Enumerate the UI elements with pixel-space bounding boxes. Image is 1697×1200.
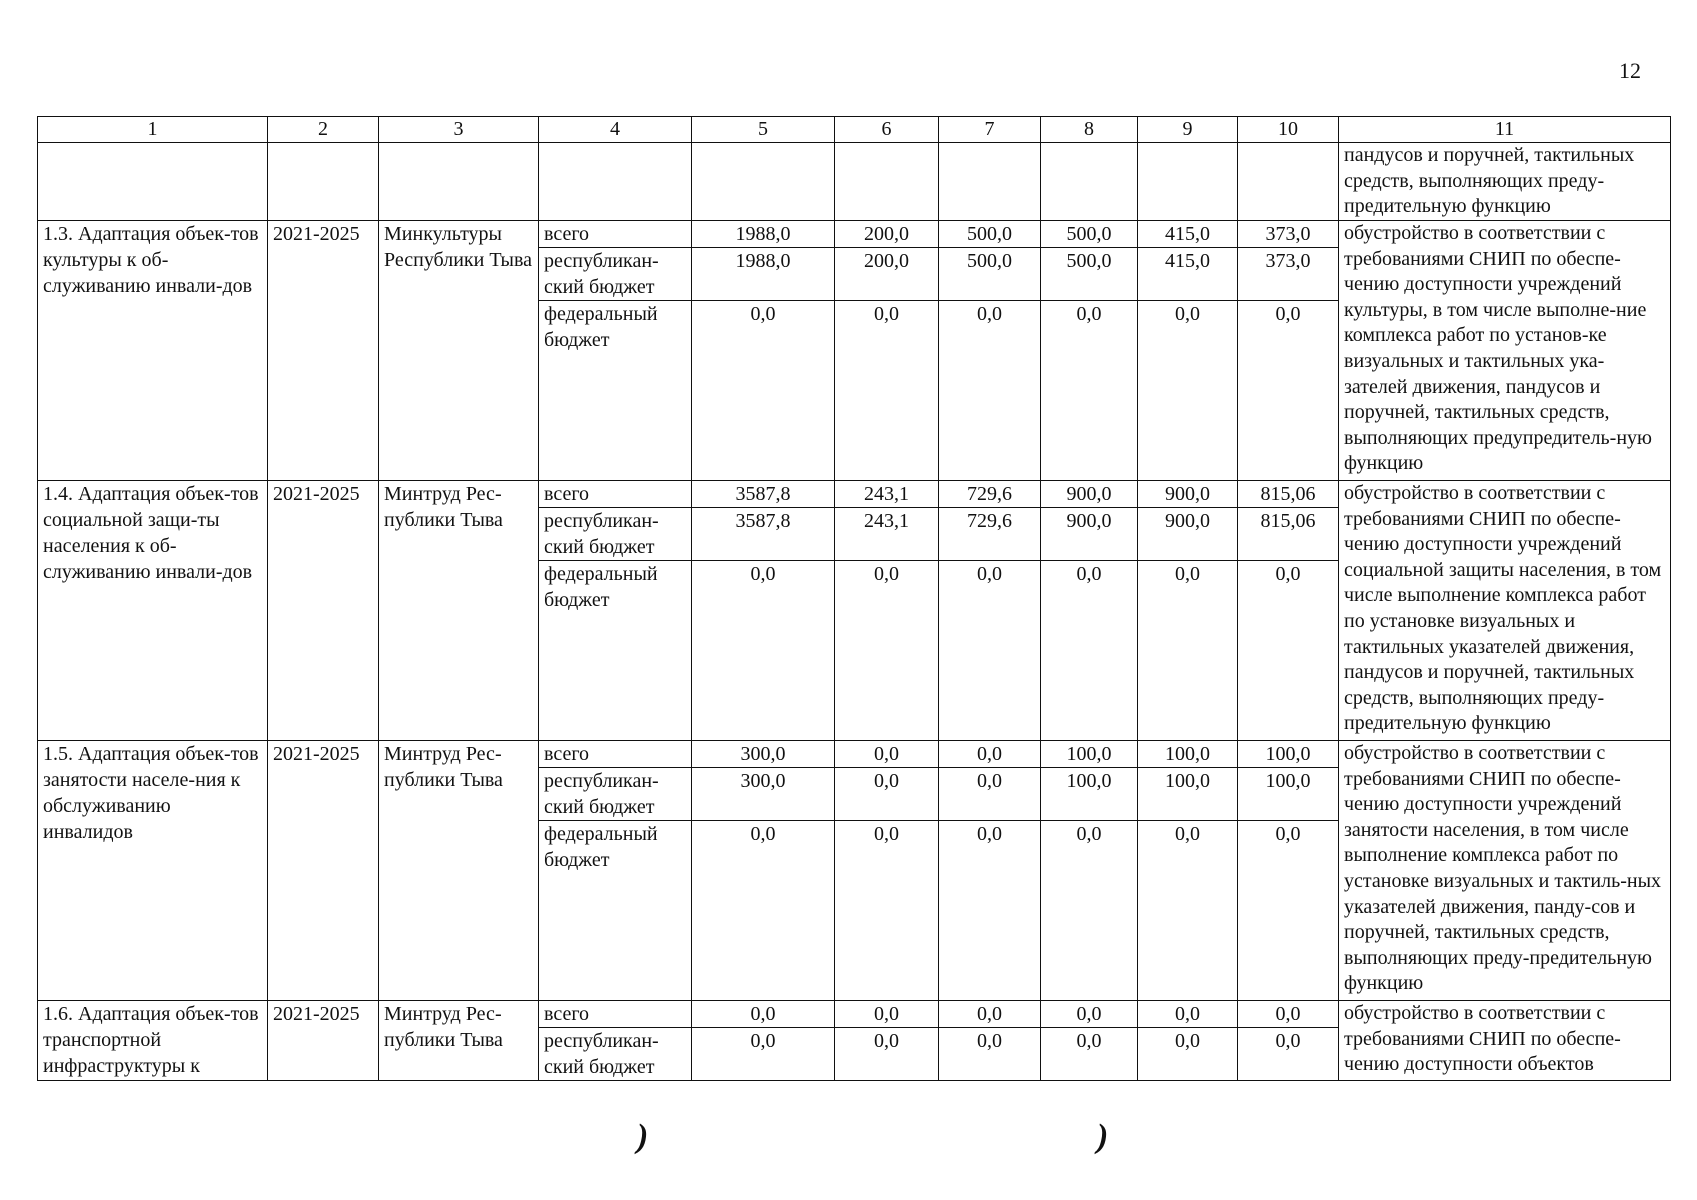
column-number: 4 — [539, 117, 692, 143]
carryover-row — [38, 143, 1671, 221]
value-cell: 0,0 — [835, 768, 939, 821]
value-cell: 0,0 — [692, 1001, 835, 1028]
column-number: 6 — [835, 117, 939, 143]
column-number-row — [38, 117, 1671, 143]
value-cell: 0,0 — [835, 561, 939, 741]
value-cell: 0,0 — [939, 821, 1041, 1001]
value-cell: 100,0 — [1238, 768, 1339, 821]
value-cell: 815,06 — [1238, 508, 1339, 561]
program-executor: Минтруд Рес-публики Тыва — [379, 741, 539, 1001]
program-name: 1.3. Адаптация объек-тов культуры к об-служиванию инвали-дов — [38, 221, 268, 481]
value-cell: 0,0 — [1238, 561, 1339, 741]
value-cell: 0,0 — [1238, 1028, 1339, 1081]
value-cell: 1988,0 — [692, 248, 835, 301]
program-period: 2021-2025 — [268, 1001, 379, 1081]
value-cell: 900,0 — [1138, 508, 1238, 561]
program-result: обустройство в соответствии с требованиями СНИП по обеспе-чению доступности объектов — [1339, 1001, 1671, 1081]
source-label: республикан-ский бюджет — [539, 768, 692, 821]
value-cell: 900,0 — [1138, 481, 1238, 508]
column-number: 9 — [1138, 117, 1238, 143]
footer-mark: ) — [637, 1118, 649, 1155]
value-cell: 0,0 — [939, 1028, 1041, 1081]
program-row — [38, 1001, 1671, 1028]
source-label: федеральный бюджет — [539, 301, 692, 481]
source-label: всего — [539, 481, 692, 508]
column-number: 10 — [1238, 117, 1339, 143]
source-label: всего — [539, 1001, 692, 1028]
program-row — [38, 481, 1671, 508]
page-number: 12 — [1619, 58, 1641, 83]
value-cell: 243,1 — [835, 508, 939, 561]
program-result: обустройство в соответствии с требованиями СНИП по обеспе-чению доступности учреждений социальной защиты населения, в том числе выполнение комплекса работ по установке визуальных и тактильных указателей движения, пандусов и поручней, тактильных средств, выполняющих преду-предительную функцию — [1339, 481, 1671, 741]
program-result: обустройство в соответствии с требованиями СНИП по обеспе-чению доступности учреждений занятости населения, в том числе выполнение комплекса работ по установке визуальных и тактиль-ных указателей движения, панду-сов и поручней, тактильных средств, выполняющих преду-предительную функцию — [1339, 741, 1671, 1001]
column-number: 8 — [1041, 117, 1138, 143]
value-cell: 0,0 — [835, 301, 939, 481]
value-cell: 100,0 — [1041, 741, 1138, 768]
value-cell: 500,0 — [1041, 248, 1138, 301]
value-cell: 0,0 — [1138, 1001, 1238, 1028]
value-cell: 0,0 — [1238, 821, 1339, 1001]
value-cell: 0,0 — [692, 561, 835, 741]
program-period: 2021-2025 — [268, 481, 379, 741]
value-cell: 0,0 — [1041, 561, 1138, 741]
value-cell: 0,0 — [835, 821, 939, 1001]
value-cell: 1988,0 — [692, 221, 835, 248]
value-cell: 900,0 — [1041, 481, 1138, 508]
source-label: федеральный бюджет — [539, 821, 692, 1001]
value-cell: 243,1 — [835, 481, 939, 508]
value-cell: 500,0 — [939, 248, 1041, 301]
value-cell: 0,0 — [1138, 1028, 1238, 1081]
value-cell: 900,0 — [1041, 508, 1138, 561]
source-label: республикан-ский бюджет — [539, 508, 692, 561]
value-cell: 729,6 — [939, 481, 1041, 508]
column-number: 1 — [38, 117, 268, 143]
value-cell: 0,0 — [835, 741, 939, 768]
value-cell: 729,6 — [939, 508, 1041, 561]
column-number: 7 — [939, 117, 1041, 143]
value-cell: 0,0 — [1138, 301, 1238, 481]
value-cell: 0,0 — [1138, 561, 1238, 741]
value-cell: 100,0 — [1238, 741, 1339, 768]
value-cell: 0,0 — [939, 1001, 1041, 1028]
footer-mark: ) — [1097, 1118, 1109, 1155]
value-cell: 300,0 — [692, 768, 835, 821]
program-executor: Минтруд Рес-публики Тыва — [379, 1001, 539, 1081]
program-name: 1.6. Адаптация объек-тов транспортной инфраструктуры к — [38, 1001, 268, 1081]
value-cell: 0,0 — [692, 821, 835, 1001]
program-row — [38, 221, 1671, 248]
value-cell: 0,0 — [1041, 821, 1138, 1001]
value-cell: 373,0 — [1238, 248, 1339, 301]
value-cell: 500,0 — [939, 221, 1041, 248]
value-cell: 300,0 — [692, 741, 835, 768]
source-label: всего — [539, 221, 692, 248]
value-cell: 0,0 — [1138, 821, 1238, 1001]
source-label: всего — [539, 741, 692, 768]
value-cell: 3587,8 — [692, 481, 835, 508]
value-cell: 0,0 — [1238, 301, 1339, 481]
value-cell: 415,0 — [1138, 248, 1238, 301]
value-cell: 0,0 — [692, 1028, 835, 1081]
value-cell: 0,0 — [939, 741, 1041, 768]
value-cell: 200,0 — [835, 248, 939, 301]
value-cell: 100,0 — [1138, 741, 1238, 768]
column-number: 5 — [692, 117, 835, 143]
value-cell: 3587,8 — [692, 508, 835, 561]
budget-table — [37, 116, 1671, 1081]
value-cell: 0,0 — [1041, 301, 1138, 481]
carryover-text: пандусов и поручней, тактильных средств, выполняющих преду-предительную функцию — [1339, 143, 1671, 221]
value-cell: 200,0 — [835, 221, 939, 248]
program-period: 2021-2025 — [268, 741, 379, 1001]
column-number: 11 — [1339, 117, 1671, 143]
value-cell: 100,0 — [1041, 768, 1138, 821]
value-cell: 0,0 — [1238, 1001, 1339, 1028]
program-executor: Минтруд Рес-публики Тыва — [379, 481, 539, 741]
source-label: республикан-ский бюджет — [539, 1028, 692, 1081]
program-name: 1.4. Адаптация объек-тов социальной защи-ты населения к об-служиванию инвали-дов — [38, 481, 268, 741]
value-cell: 415,0 — [1138, 221, 1238, 248]
program-name: 1.5. Адаптация объек-тов занятости населе-ния к обслуживанию инвалидов — [38, 741, 268, 1001]
value-cell: 0,0 — [939, 561, 1041, 741]
program-result: обустройство в соответствии с требованиями СНИП по обеспе-чению доступности учреждений культуры, в том числе выполне-ние комплекса работ по установ-ке визуальных и тактильных ука-зателей движения, пандусов и поручней, тактильных средств, выполняющих предупредитель-ную функцию — [1339, 221, 1671, 481]
value-cell: 0,0 — [1041, 1001, 1138, 1028]
source-label: федеральный бюджет — [539, 561, 692, 741]
value-cell: 0,0 — [1041, 1028, 1138, 1081]
value-cell: 0,0 — [939, 768, 1041, 821]
value-cell: 373,0 — [1238, 221, 1339, 248]
source-label: республикан-ский бюджет — [539, 248, 692, 301]
value-cell: 0,0 — [692, 301, 835, 481]
column-number: 2 — [268, 117, 379, 143]
value-cell: 0,0 — [835, 1028, 939, 1081]
value-cell: 0,0 — [835, 1001, 939, 1028]
program-executor: Минкультуры Республики Тыва — [379, 221, 539, 481]
value-cell: 500,0 — [1041, 221, 1138, 248]
value-cell: 100,0 — [1138, 768, 1238, 821]
program-period: 2021-2025 — [268, 221, 379, 481]
value-cell: 0,0 — [939, 301, 1041, 481]
column-number: 3 — [379, 117, 539, 143]
value-cell: 815,06 — [1238, 481, 1339, 508]
program-row — [38, 741, 1671, 768]
